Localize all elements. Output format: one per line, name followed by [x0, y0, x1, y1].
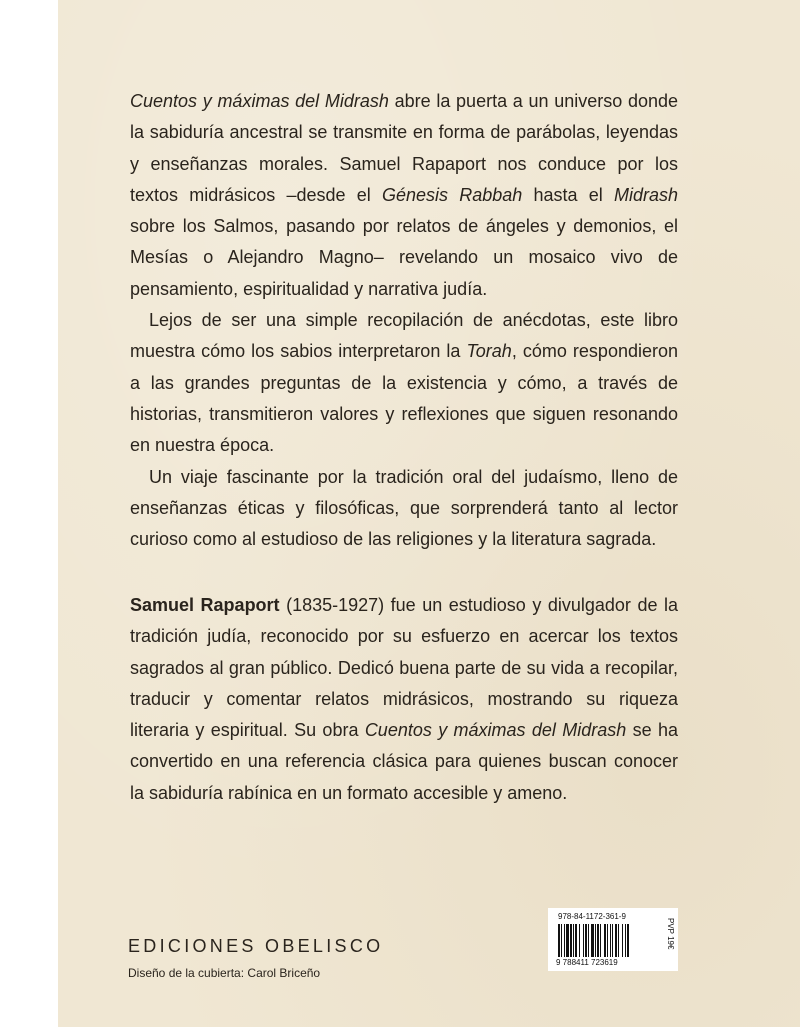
barcode-bar — [558, 924, 560, 957]
book-title-italic: Cuentos y máximas del Midrash — [130, 91, 389, 111]
text-span: sobre los Salmos, pasando por relatos de ángeles y demonios, el Mesías o Alejandro Magno– revelando un mosaico vivo de pensamiento, espiritualidad y narrativa judía. — [130, 216, 678, 299]
barcode-bar — [595, 924, 596, 957]
publisher-name: EDICIONES OBELISCO — [128, 936, 384, 956]
cover-design-credit: Diseño de la cubierta: Carol Briceño — [128, 966, 321, 980]
synopsis — [130, 86, 678, 555]
barcode-bar — [615, 924, 617, 957]
text-span: (1835-1927) fue un estudioso y divulgador de la tradición judía, reconocido por su esfuerzo en acercar los textos sagrados al gran público. Dedicó buena parte de su vida a recopilar, traducir y comentar relatos midrásicos, mostrando su riqueza literaria y espiritual. Su obra — [130, 595, 678, 741]
barcode-bar — [564, 924, 565, 957]
author-bio — [130, 590, 678, 809]
barcode-bar — [627, 924, 629, 957]
synopsis-paragraph-2 — [130, 305, 678, 461]
barcode-bar — [597, 924, 599, 957]
book-title-italic: Cuentos y máximas del Midrash — [364, 720, 627, 741]
barcode-label — [548, 908, 678, 971]
barcode-bar — [561, 924, 562, 957]
barcode-bars — [558, 924, 654, 957]
text-span: abre la puerta a un universo donde la sabiduría ancestral se transmite en forma de parábolas, leyendas y enseñanzas morales. Samuel Rapaport nos conduce por los textos midrásicos –desde el — [130, 91, 679, 205]
back-cover — [58, 0, 800, 1027]
barcode-number: 9 788411 723619 — [556, 958, 618, 967]
isbn-text: 978-84-1172-361-9 — [558, 912, 626, 921]
author-name: Samuel Rapaport — [130, 595, 280, 615]
barcode-bar — [588, 924, 589, 957]
barcode-bar — [612, 924, 613, 957]
barcode-bar — [600, 924, 601, 957]
barcode-bar — [610, 924, 611, 957]
barcode-bar — [622, 924, 623, 957]
barcode-bar — [573, 924, 574, 957]
torah-italic: Torah — [466, 341, 512, 362]
barcode-bar — [618, 924, 619, 957]
barcode-bar — [591, 924, 594, 957]
text-span: Lejos de ser una simple recopilación de anécdotas, este libro muestra cómo los sabios interpretaron la — [130, 310, 678, 362]
text-span: se ha convertido en una referencia clásica para quienes buscan conocer la sabiduría rabínica en un formato accesible y ameno. — [130, 720, 678, 803]
midrash-italic: Midrash — [613, 184, 679, 205]
barcode-bar — [579, 924, 580, 957]
barcode-bar — [570, 924, 572, 957]
barcode-bar — [585, 924, 587, 957]
synopsis-paragraph-1 — [130, 86, 678, 305]
barcode-bar — [583, 924, 584, 957]
barcode-bar — [604, 924, 606, 957]
barcode-bar — [566, 924, 569, 957]
barcode-bar — [607, 924, 608, 957]
price-label: PVP 19€ — [666, 918, 675, 950]
barcode-bar — [625, 924, 626, 957]
text-span: , cómo respondieron a las grandes preguntas de la existencia y cómo, a través de historias, transmitieron valores y reflexiones que siguen resonando en nuestra época. — [130, 341, 678, 456]
text-span: hasta el — [522, 184, 614, 205]
barcode-bar — [575, 924, 577, 957]
synopsis-paragraph-3: Un viaje fascinante por la tradición oral del judaísmo, lleno de enseñanzas éticas y filosóficas, que sorprenderá tanto al lector curioso como al estudioso de las religiones y la literatura sagrada. — [130, 466, 678, 550]
author-bio-paragraph — [130, 590, 678, 809]
genesis-rabbah-italic: Génesis Rabbah — [381, 184, 523, 205]
